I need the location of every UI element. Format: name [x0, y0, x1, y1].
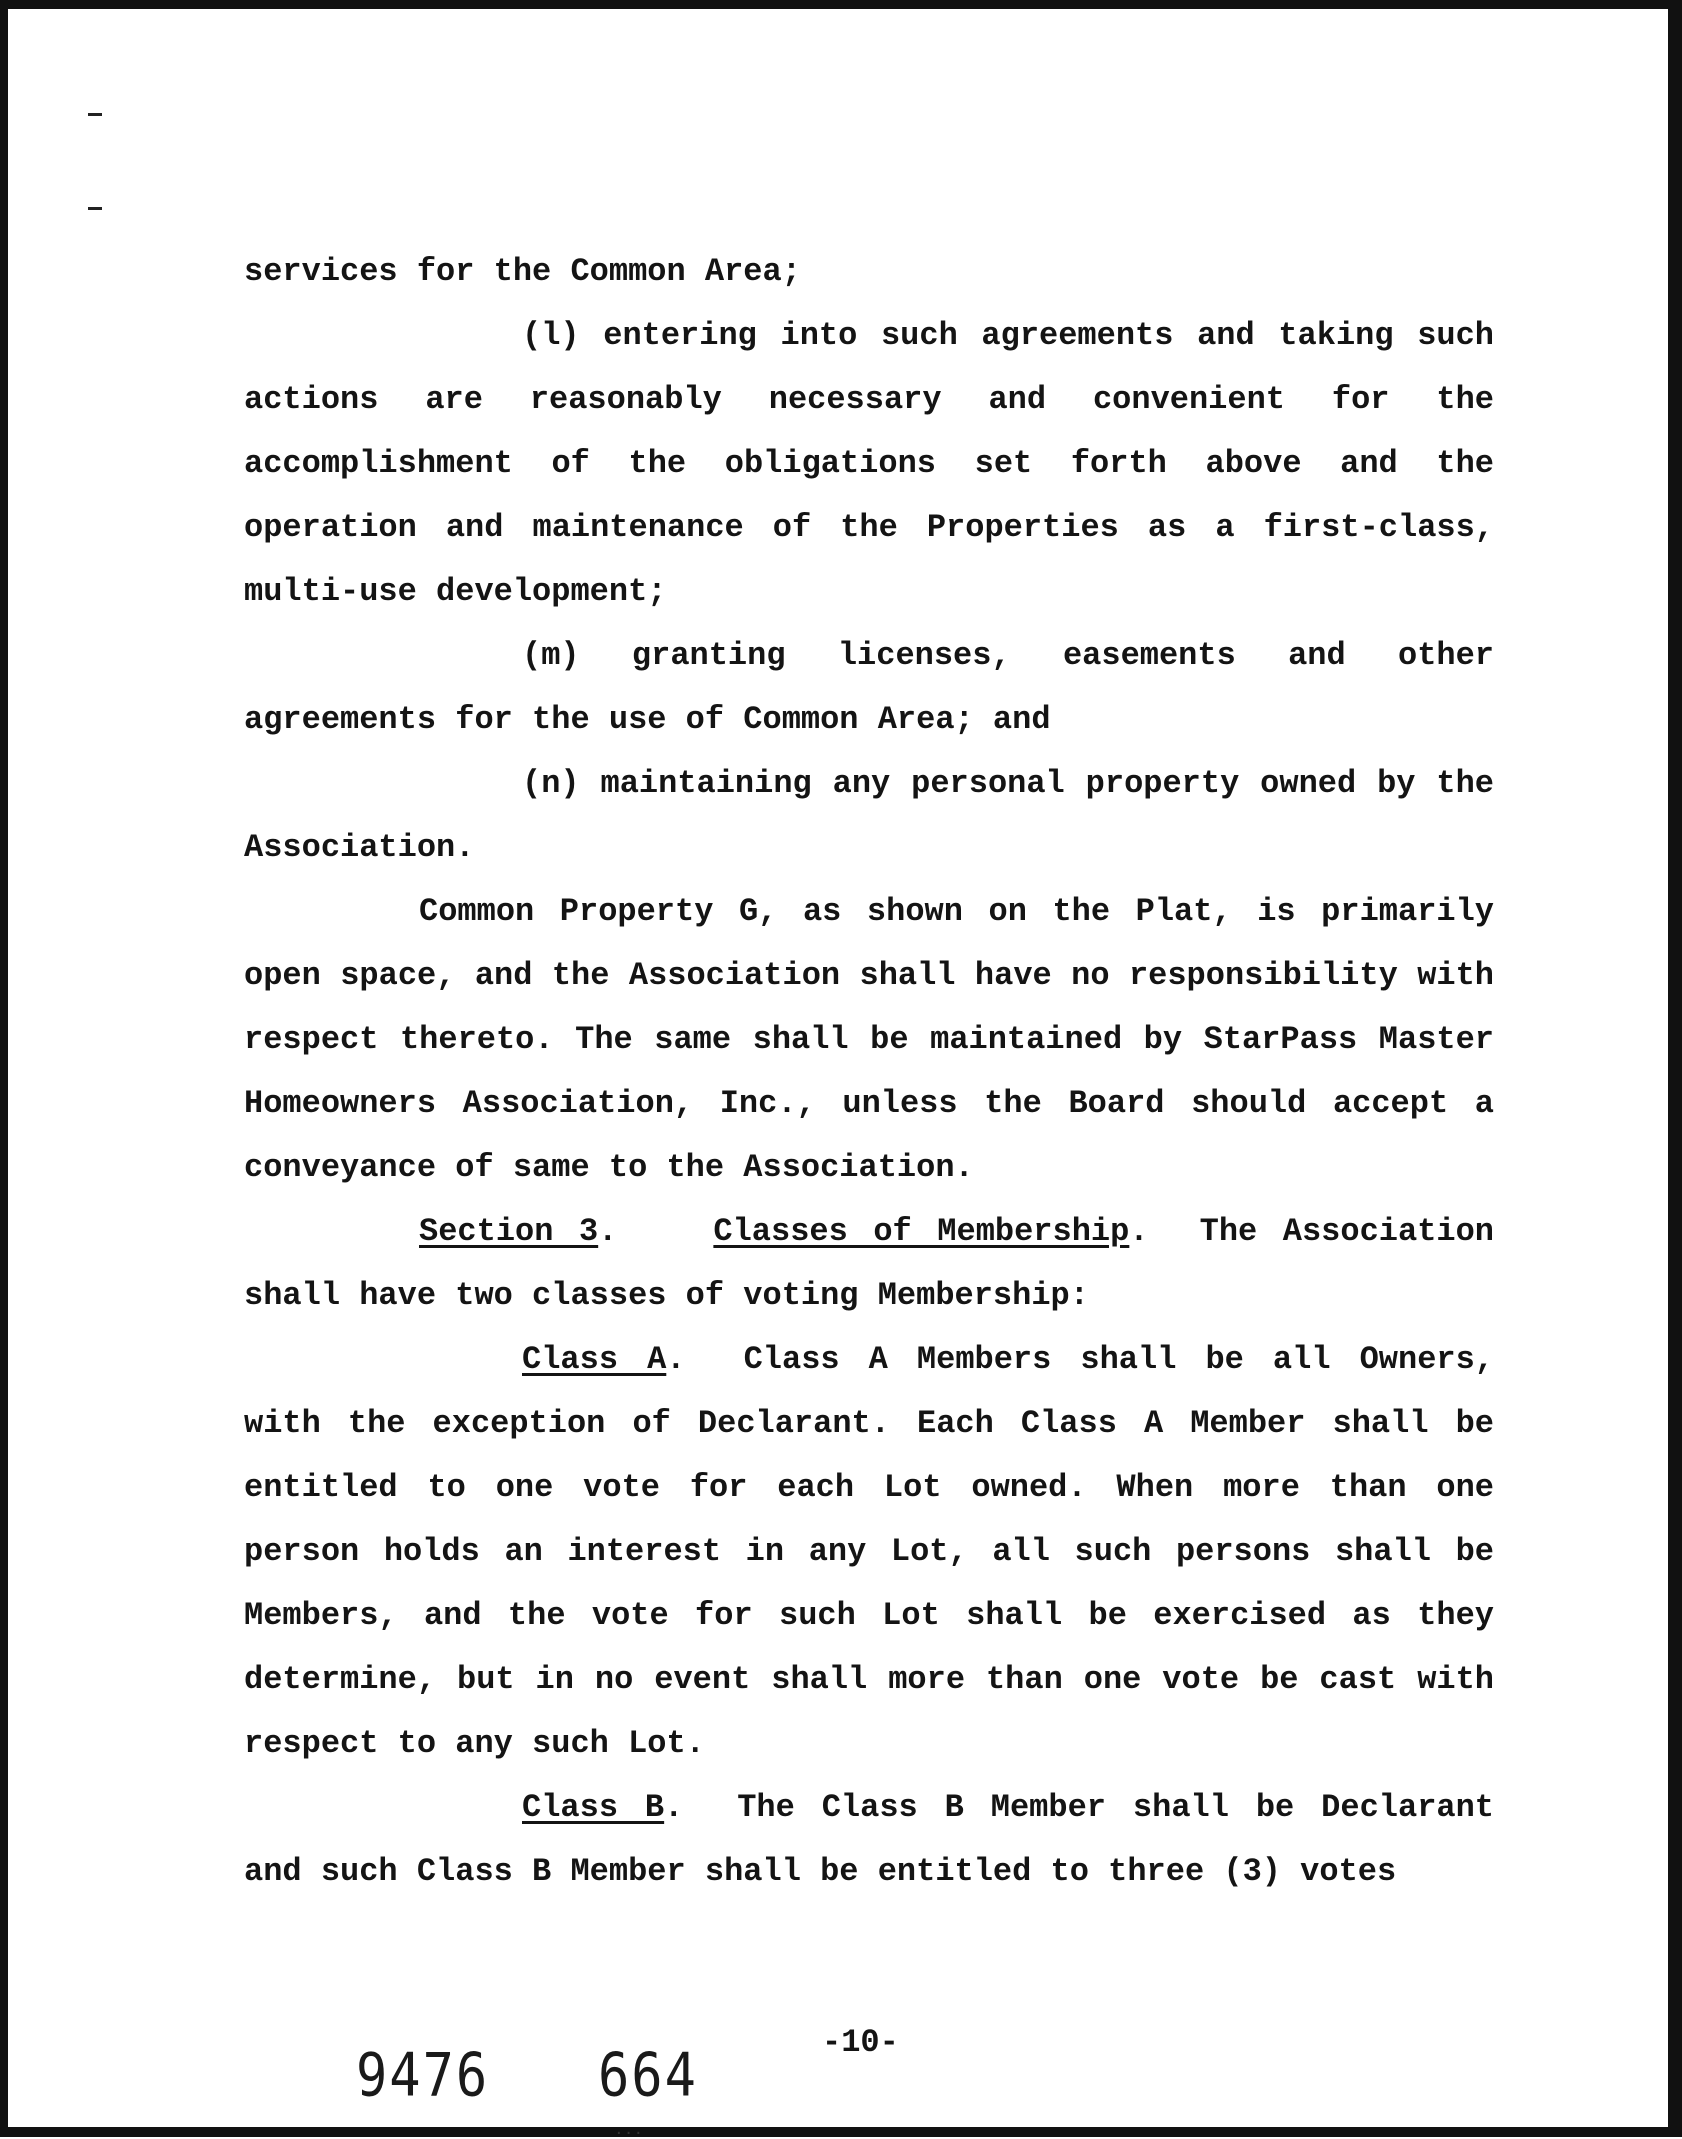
- section-3-paragraph: Section 3. Classes of Membership. The Association shall have two classes of voting Membership:: [244, 1213, 1495, 1314]
- margin-tick-mark: [88, 207, 102, 210]
- section-text: The Association shall have two classes of voting Membership:: [244, 1213, 1495, 1314]
- class-b-text: The Class B Member shall be Declarant and such Class B Member shall be entitled to three (3) votes: [244, 1789, 1495, 1890]
- list-item-l: (l) entering into such agreements and taking such actions are reasonably necessary and convenient for the accomplishment of the obligations set forth above and the operation and maintenance of the Properties as a first-class, multi-use development;: [244, 317, 1494, 610]
- stamp-dots: ...: [616, 2118, 646, 2139]
- margin-tick-mark: [88, 113, 102, 116]
- paragraph: services for the Common Area;: [244, 253, 801, 290]
- class-a-text: Class A Members shall be all Owners, with the exception of Declarant. Each Class A Member shall be entitled to one vote for each Lot owned. When more than one person holds an interest in any Lot, all such persons shall be Members, and the vote for such Lot shall be exercised as they determine, but in no event shall more than one vote be cast with respect to any such Lot.: [244, 1341, 1495, 1762]
- class-b-paragraph: Class B. The Class B Member shall be Declarant and such Class B Member shall be entitled to three (3) votes: [244, 1789, 1495, 1890]
- list-item-n: (n) maintaining any personal property owned by the Association.: [244, 765, 1494, 866]
- class-a-paragraph: Class A. Class A Members shall be all Owners, with the exception of Declarant. Each Class A Member shall be entitled to one vote for each Lot owned. When more than one person holds an interest in any Lot, all such persons shall be Members, and the vote for such Lot shall be exercised as they determine, but in no event shall more than one vote be cast with respect to any such Lot.: [244, 1341, 1495, 1762]
- section-label: Section 3: [419, 1213, 599, 1250]
- document-body: [244, 240, 1494, 1904]
- class-a-label: Class A: [522, 1341, 667, 1378]
- recording-book-number: 9476: [356, 2041, 490, 2111]
- recording-page-number: 664: [598, 2041, 698, 2111]
- class-b-label: Class B: [522, 1789, 665, 1826]
- page-number: -10-: [822, 2024, 899, 2061]
- list-item-m: (m) granting licenses, easements and other agreements for the use of Common Area; and: [244, 637, 1494, 738]
- common-property-paragraph: Common Property G, as shown on the Plat, is primarily open space, and the Association shall have no responsibility with respect thereto. The same shall be maintained by StarPass Master Homeowners Association, Inc., unless the Board should accept a conveyance of same to the Association.: [244, 893, 1494, 1186]
- section-title: Classes of Membership: [713, 1213, 1130, 1250]
